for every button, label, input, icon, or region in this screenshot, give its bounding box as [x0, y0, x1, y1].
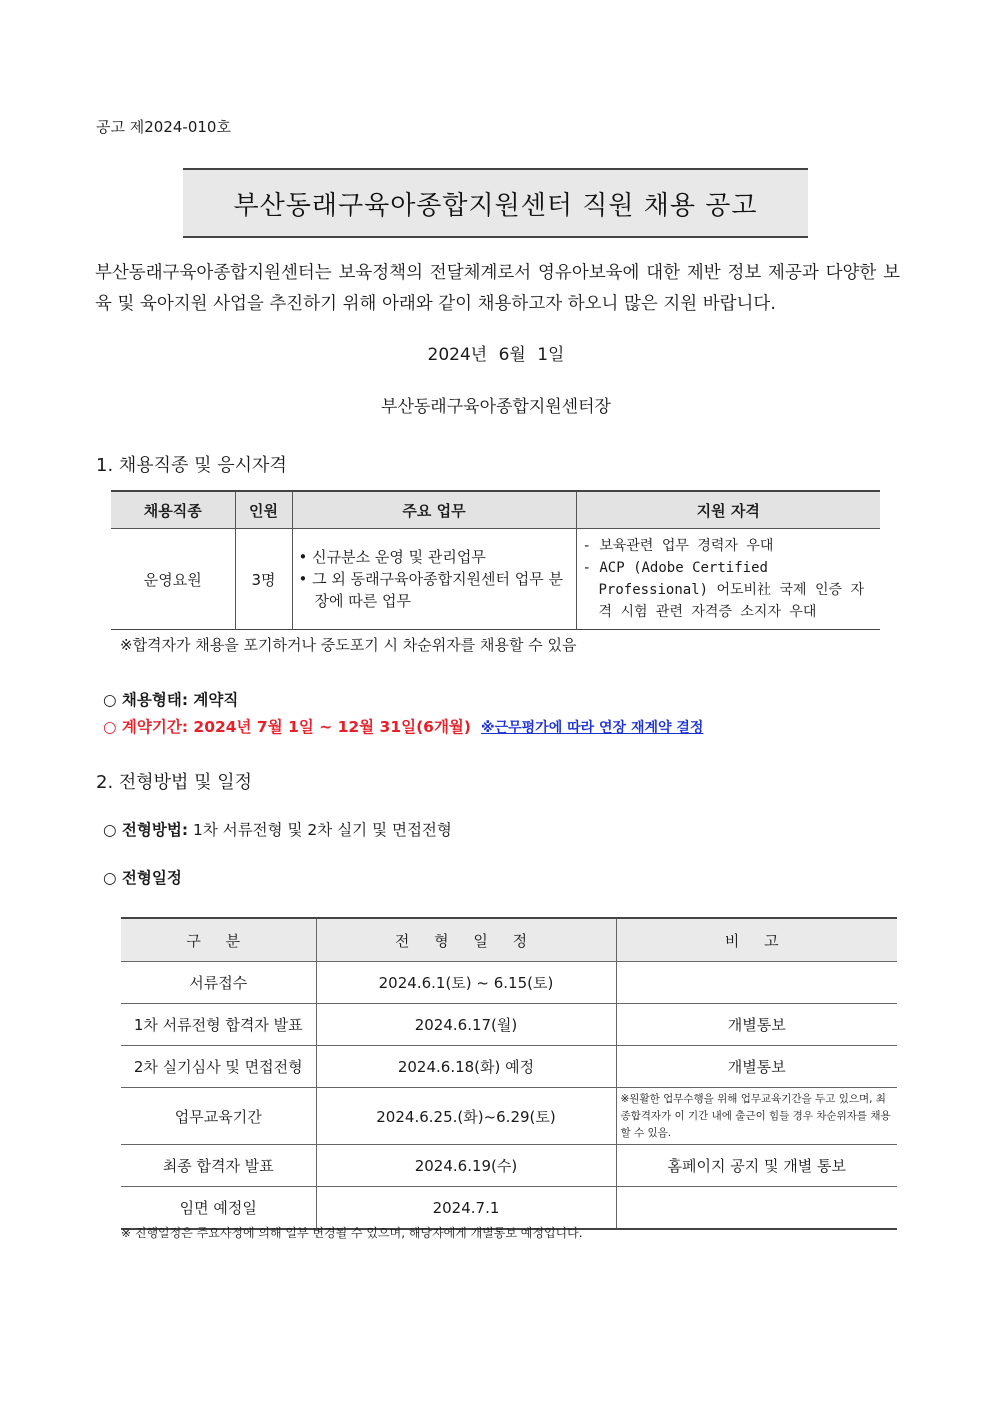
table-row [121, 1187, 897, 1230]
schedule-table [121, 917, 897, 1230]
duties-cell [292, 529, 576, 630]
issuer-name: 부산동래구육아종합지원센터장 [381, 397, 611, 417]
job-cell: 운영요원 [111, 529, 235, 630]
table-header-row [111, 491, 880, 529]
notice-number: 공고 제2024-010호 [96, 118, 231, 136]
qualifications-cell [576, 529, 880, 630]
count-cell: 3명 [235, 529, 292, 630]
schedule-remark: 개별통보 [616, 1004, 897, 1046]
schedule-remark: 홈페이지 공지 및 개별 통보 [616, 1145, 897, 1187]
duty-item: • 신규분소 운영 및 관리업무 [298, 548, 486, 566]
schedule-item: 최종 합격자 발표 [121, 1145, 316, 1187]
replacement-note: ※합격자가 채용을 포기하거나 중도포기 시 차순위자를 채용할 수 있음 [120, 636, 577, 654]
schedule-change-note: ※ 진행일정은 주요사정에 의해 일부 변경될 수 있으며, 해당자에게 개별통보 예정입니다. [121, 1226, 583, 1240]
selection-method-value: 1차 서류전형 및 2차 실기 및 면접전형 [192, 821, 452, 839]
header-qualifications: 지원 자격 [576, 491, 880, 529]
schedule-item: 1차 서류전형 합격자 발표 [121, 1004, 316, 1046]
schedule-remark: ※원활한 업무수행을 위해 업무교육기간을 두고 있으며, 최종합격자가 이 기간 내에 출근이 힘들 경우 차순위자를 채용할 수 있음. [616, 1088, 897, 1145]
table-row [111, 529, 880, 630]
duty-item: • 그 외 동래구육아종합지원센터 업무 분장에 따른 업무 [298, 570, 564, 610]
header-category: 구 분 [121, 918, 316, 962]
schedule-item: 서류접수 [121, 962, 316, 1004]
table-row [121, 1145, 897, 1187]
qualification-item: - 보육관련 업무 경력자 우대 [582, 538, 774, 554]
schedule-label: ○ 전형일정 [103, 869, 182, 887]
page-title-text: 부산동래구육아종합지원센터 직원 채용 공고 [233, 190, 758, 221]
schedule-remark [616, 962, 897, 1004]
schedule-item: 2차 실기심사 및 면접전형 [121, 1046, 316, 1088]
intro-paragraph: 부산동래구육아종합지원센터는 보육정책의 전달체계로서 영유아보육에 대한 제반 정보 제공과 다양한 보육 및 육아지원 사업을 추진하기 위해 아래와 같이 채용하고자 하오니 많은 지원 바랍니다. [95, 263, 900, 314]
announcement-date: 2024년 6월 1일 [427, 345, 565, 365]
table-header-row [121, 918, 897, 962]
schedule-remark [616, 1187, 897, 1230]
schedule-date: 2024.6.1(토) ~ 6.15(토) [316, 962, 616, 1004]
schedule-item: 임면 예정일 [121, 1187, 316, 1230]
schedule-item: 업무교육기간 [121, 1088, 316, 1145]
table-row [121, 1088, 897, 1145]
table-row [121, 962, 897, 1004]
schedule-remark: 개별통보 [616, 1046, 897, 1088]
contract-renewal-note: ※근무평가에 따라 연장 재계약 결정 [481, 720, 704, 736]
selection-method [103, 818, 452, 840]
qualification-item: - ACP (Adobe Certified Professional) 어도비社 국제 인증 자격 시험 관련 자격증 소지자 우대 [582, 560, 864, 620]
header-remark: 비 고 [616, 918, 897, 962]
table-row [121, 1046, 897, 1088]
schedule-date: 2024.6.17(월) [316, 1004, 616, 1046]
section2-heading: 2. 전형방법 및 일정 [96, 772, 253, 793]
schedule-date: 2024.6.18(화) 예정 [316, 1046, 616, 1088]
selection-method-label: ○ 전형방법: [103, 821, 189, 839]
schedule-date: 2024.7.1 [316, 1187, 616, 1230]
contract-period: ○ 계약기간: 2024년 7월 1일 ~ 12월 31일(6개월) [103, 718, 471, 736]
recruitment-table [111, 490, 880, 630]
employment-type: ○ 채용형태: 계약직 [103, 691, 239, 709]
header-schedule: 전 형 일 정 [316, 918, 616, 962]
schedule-date: 2024.6.19(수) [316, 1145, 616, 1187]
contract-period-line [103, 715, 703, 737]
header-duties: 주요 업무 [292, 491, 576, 529]
page-title [183, 168, 808, 238]
schedule-date: 2024.6.25.(화)~6.29(토) [316, 1088, 616, 1145]
header-count: 인원 [235, 491, 292, 529]
section1-heading: 1. 채용직종 및 응시자격 [96, 455, 287, 476]
header-job: 채용직종 [111, 491, 235, 529]
table-row [121, 1004, 897, 1046]
